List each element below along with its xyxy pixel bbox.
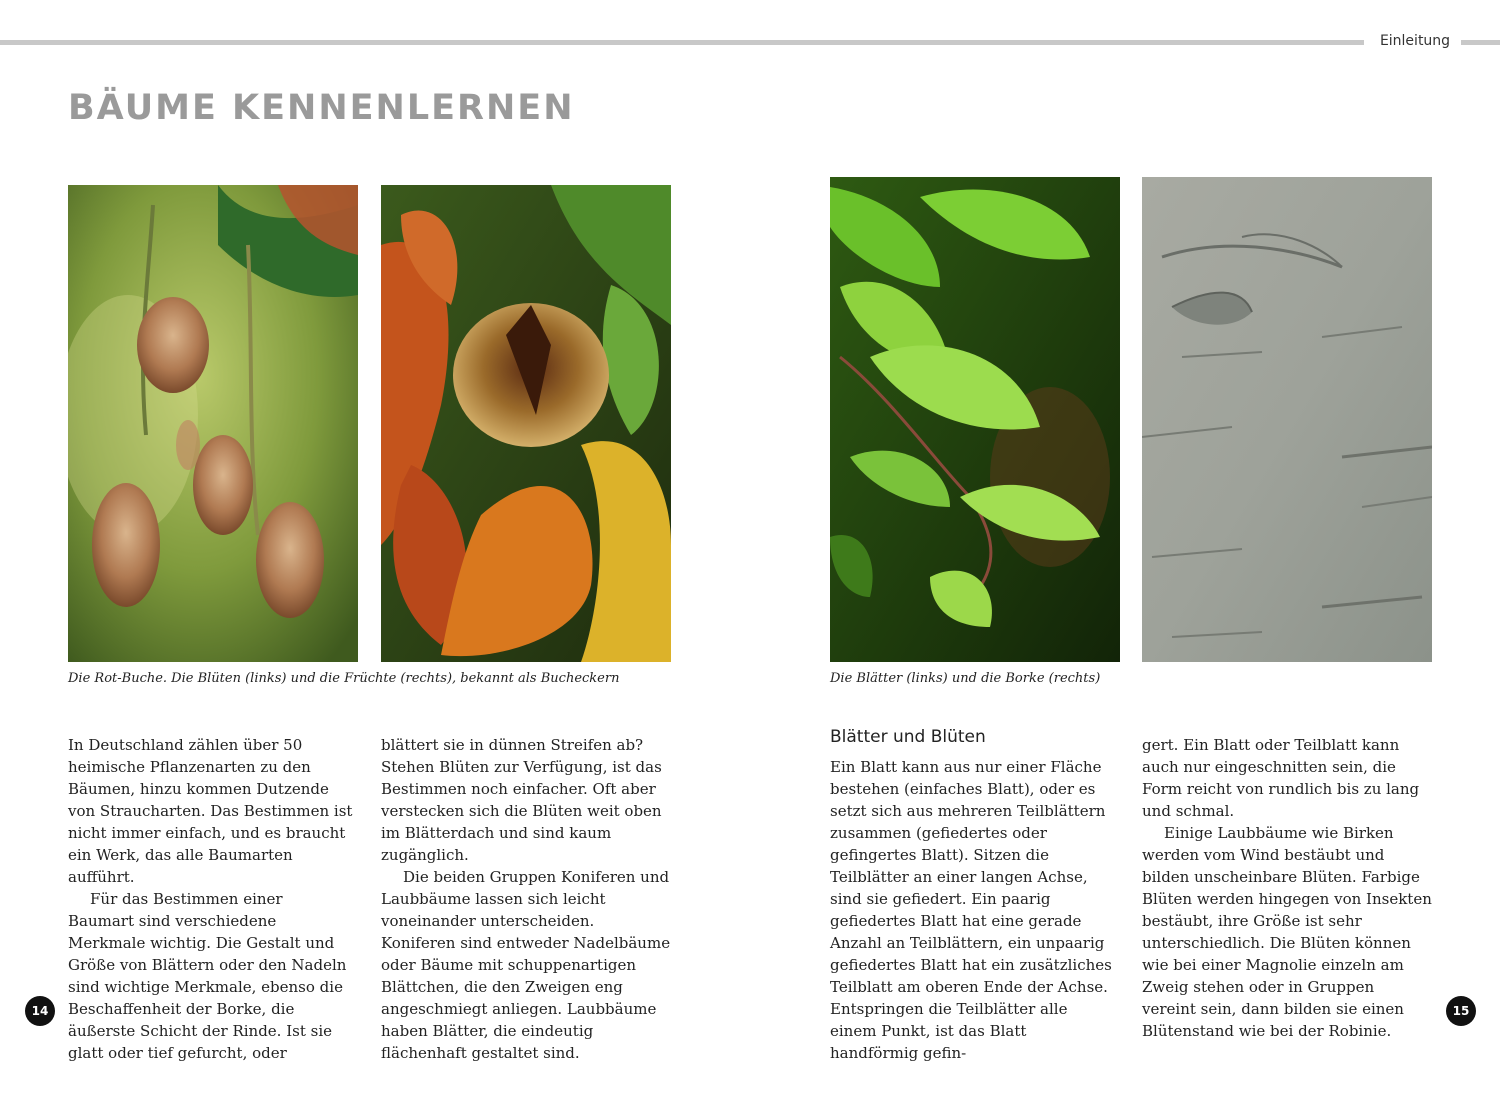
page-number-left: 14 — [25, 996, 55, 1026]
beech-leaves-photo — [830, 177, 1120, 662]
paragraph: Ein Blatt kann aus nur einer Fläche bestehen (einfaches Blatt), oder es setzt sich aus mehreren Teilblättern zusammen (gefiedertes oder gefingertes Blatt). Sitzen die Teilblätter an einer langen Achse, sind sie gefiedert. Ein paarig gefiedertes Blatt hat eine gerade Anzahl an Teilblättern, ein unpaarig gefiedertes Blatt hat ein zusätzliches Teilblatt am oberen Ende der Achse. Entspringen die Teilblätter alle einem Punkt, ist das Blatt handförmig gefin- — [830, 758, 1112, 1062]
left-photo-caption: Die Rot-Buche. Die Blüten (links) und die Früchte (rechts), bekannt als Bucheckern — [68, 671, 620, 686]
paragraph: Einige Laubbäume wie Birken werden vom Wind bestäubt und bilden unscheinbare Blüten. Farbige Blüten werden hingegen von Insekten bestäubt, ihre Größe ist sehr unterschiedlich. Die Blüten können wie bei einer Magnolie einzeln am Zweig stehen oder in Gruppen vereint sein, dann bilden sie einen Blütenstand wie bei der Robinie. — [1142, 824, 1432, 1040]
right-page-column-2 — [1142, 734, 1432, 1042]
paragraph: gert. Ein Blatt oder Teilblatt kann auch nur eingeschnitten sein, die Form reicht von rundlich bis zu lang und schmal. — [1142, 736, 1420, 820]
header-rule-right — [1461, 40, 1500, 45]
section-label: Einleitung — [1379, 33, 1451, 49]
beech-flowers-photo — [68, 185, 358, 662]
left-page-column-1 — [68, 734, 353, 1064]
header-rule-left — [0, 40, 1364, 45]
paragraph: Die beiden Gruppen Koniferen und Laubbäume lassen sich leicht voneinander unterscheiden. Koniferen sind entweder Nadelbäume oder Bäume mit schuppenartigen Blättchen, die den Zweigen eng angeschmiegt anliegen. Laubbäume haben Blätter, die eindeutig flächenhaft gestaltet sind. — [381, 868, 671, 1062]
paragraph: blättert sie in dünnen Streifen ab? Stehen Blüten zur Verfügung, ist das Bestimmen noch einfacher. Oft aber verstecken sich die Blüten weit oben im Blätterdach und sind kaum zugänglich. — [381, 736, 662, 864]
right-page-column-1 — [830, 756, 1118, 1064]
paragraph: Für das Bestimmen einer Baumart sind verschiedene Merkmale wichtig. Die Gestalt und Größe von Blättern oder den Nadeln sind wichtige Merkmale, ebenso die Beschaffenheit der Borke, die äußerste Schicht der Rinde. Ist sie glatt oder tief gefurcht, oder — [68, 890, 347, 1062]
beech-bark-photo — [1142, 177, 1432, 662]
page-number-right: 15 — [1446, 996, 1476, 1026]
page-title: BÄUME KENNENLERNEN — [68, 88, 575, 128]
left-page-column-2 — [381, 734, 671, 1064]
beechnut-photo — [381, 185, 671, 662]
right-photo-caption: Die Blätter (links) und die Borke (rechts) — [830, 671, 1101, 686]
section-subheading: Blätter und Blüten — [830, 727, 986, 747]
paragraph: In Deutschland zählen über 50 heimische Pflanzenarten zu den Bäumen, hinzu kommen Dutzende von Straucharten. Das Bestimmen ist nicht immer einfach, und es braucht ein Werk, das alle Baumarten aufführt. — [68, 736, 353, 886]
